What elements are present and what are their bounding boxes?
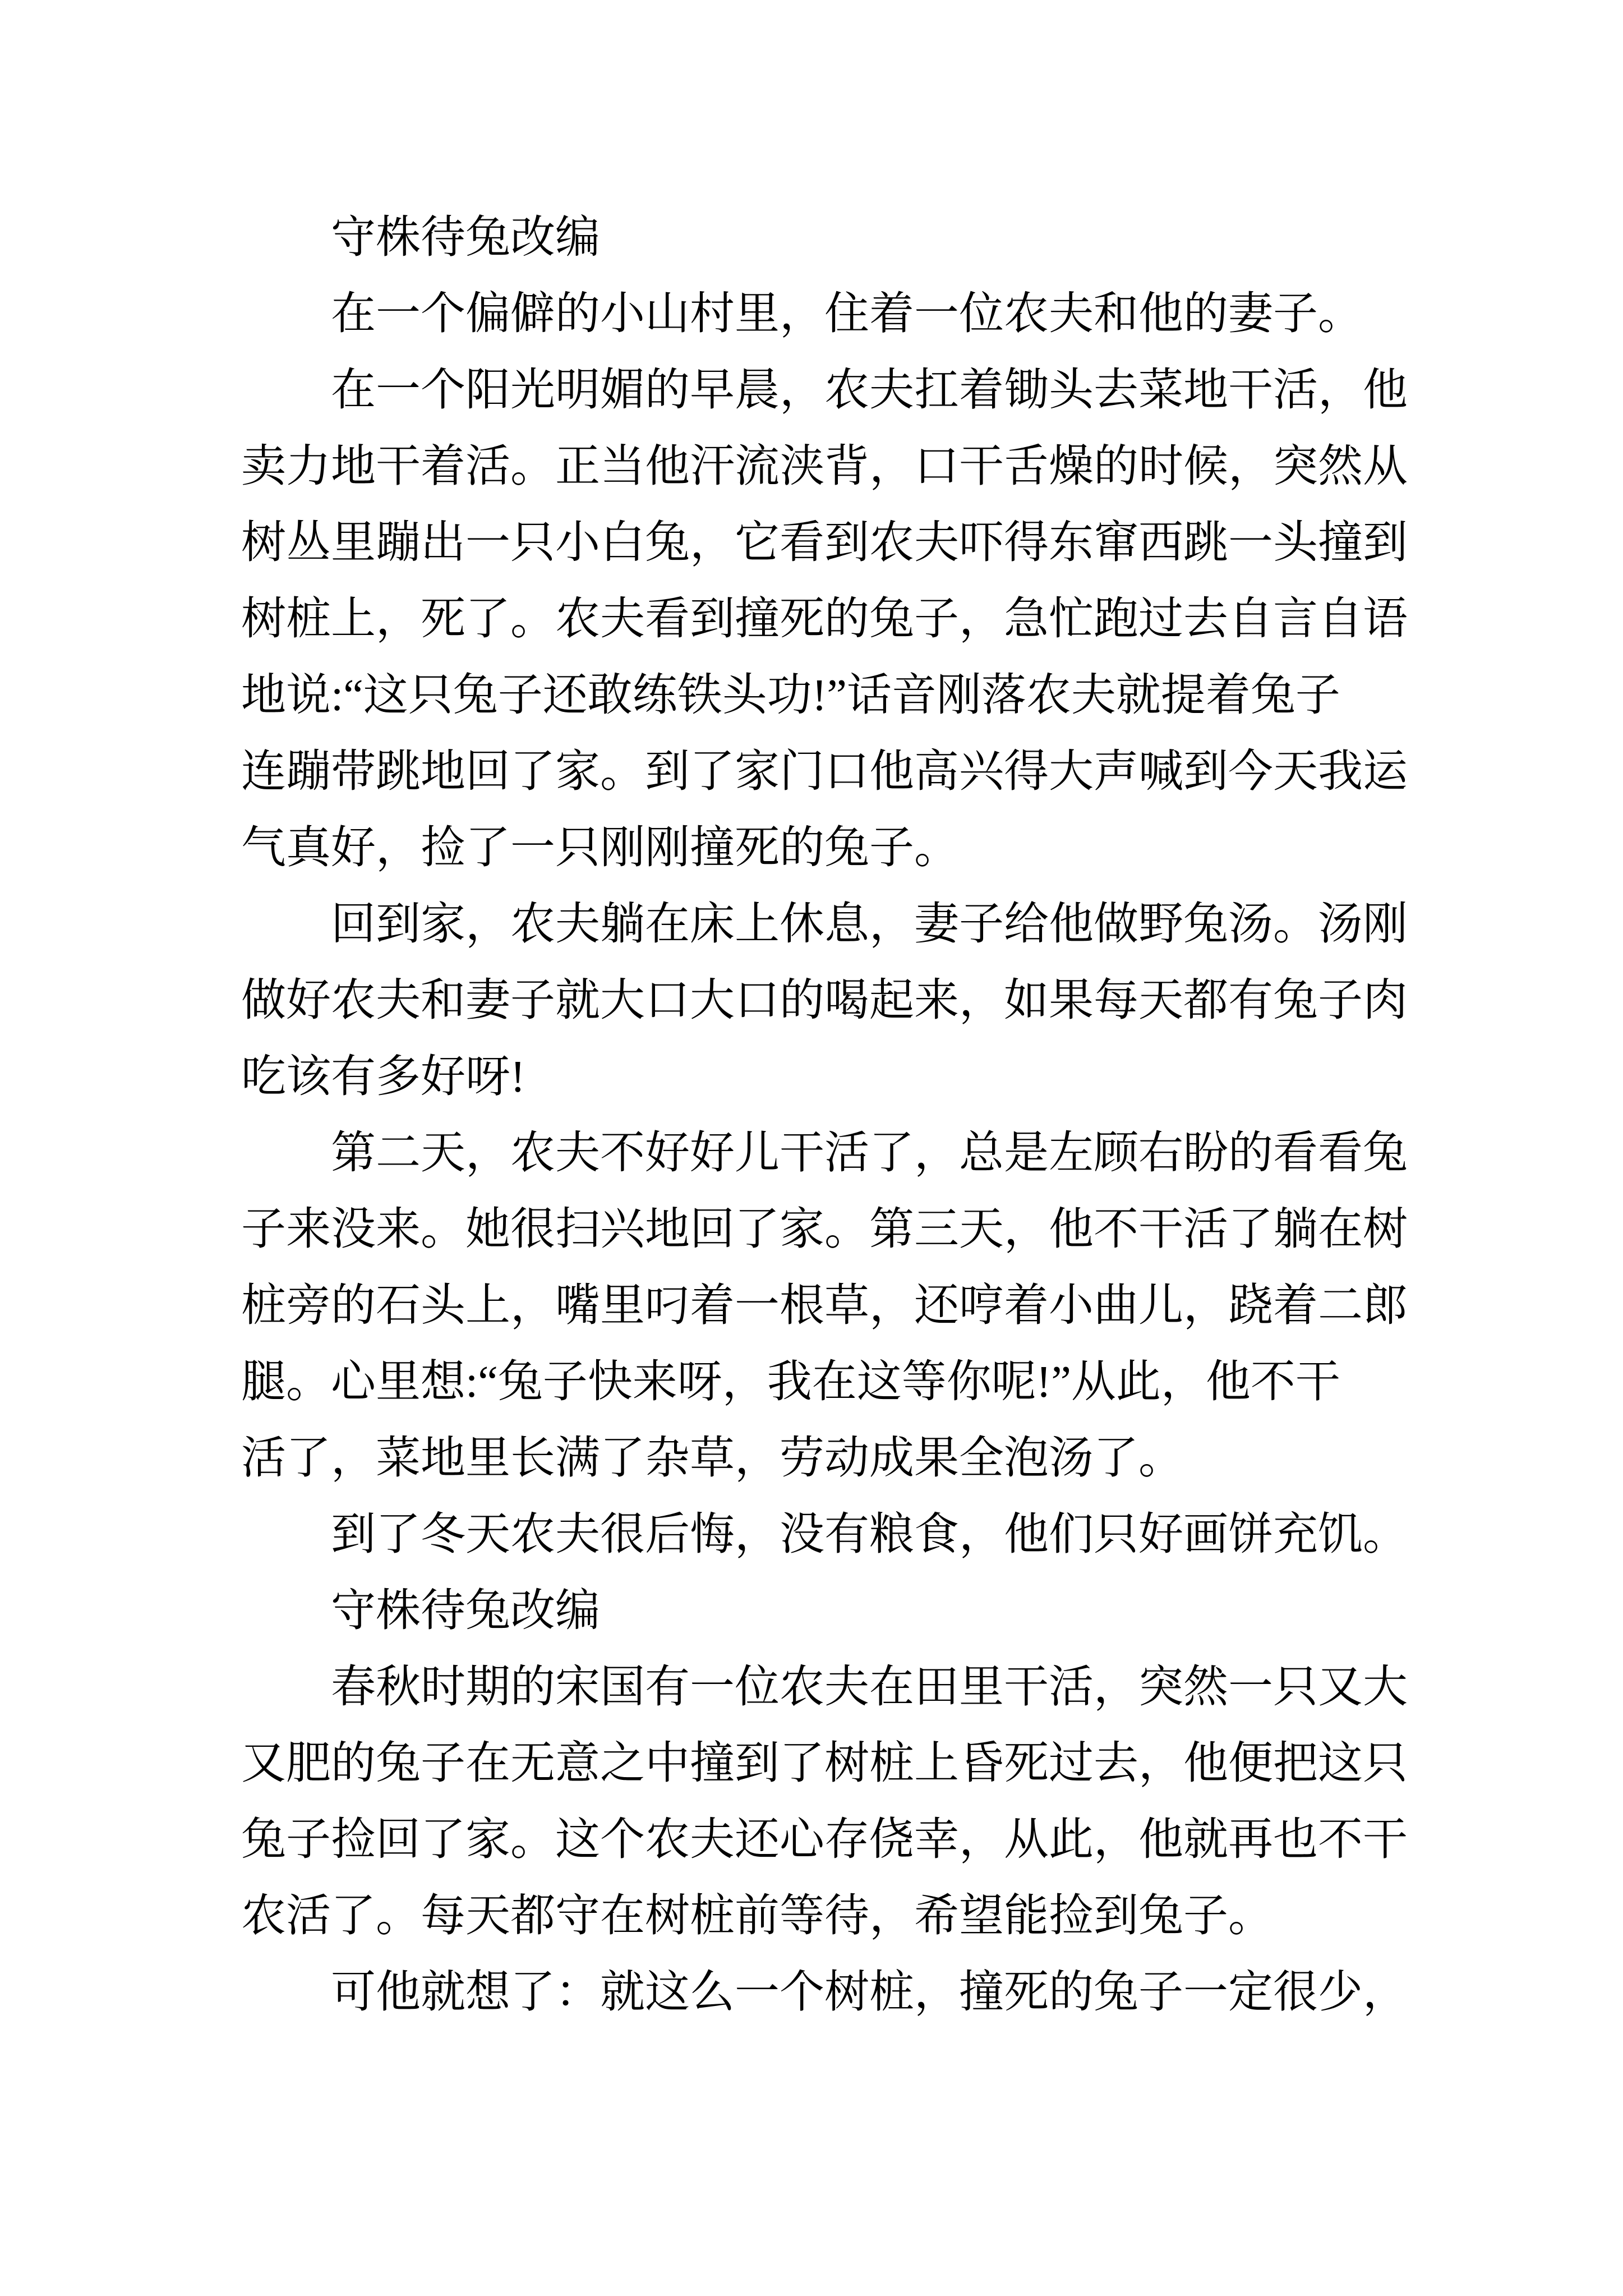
text-line: 卖力地干着活。正当他汗流浃背，口干舌燥的时候，突然从	[241, 442, 1408, 491]
text-line: 吃该有多好呀!	[241, 1052, 525, 1102]
text-line: 可他就想了：就这么一个树桩，撞死的兔子一定很少，	[331, 1968, 1408, 2017]
text-line: 在一个阳光明媚的早晨，农夫扛着锄头去菜地干活，他	[331, 366, 1408, 415]
text-line: 活了，菜地里长满了杂草，劳动成果全泡汤了。	[241, 1434, 1183, 1483]
text-line: 回到家，农夫躺在床上休息，妻子给他做野兔汤。汤刚	[331, 900, 1408, 949]
text-line: 气真好，捡了一只刚刚撞死的兔子。	[241, 823, 959, 873]
text-line: 春秋时期的宋国有一位农夫在田里干活，突然一只又大	[331, 1663, 1408, 1712]
text-line: 桩旁的石头上，嘴里叼着一根草，还哼着小曲儿，跷着二郎	[241, 1281, 1408, 1331]
text-line: 农活了。每天都守在树桩前等待，希望能捡到兔子。	[241, 1892, 1273, 1941]
text-line: 地说:“这只兔子还敢练铁头功!”话音刚落农夫就提着兔子	[241, 671, 1340, 720]
section-title: 守株待兔改编	[331, 213, 600, 263]
text-line: 第二天，农夫不好好儿干活了，总是左顾右盼的看看兔	[331, 1129, 1408, 1178]
text-line: 树桩上，死了。农夫看到撞死的兔子，急忙跑过去自言自语	[241, 595, 1408, 644]
text-line: 树丛里蹦出一只小白兔，它看到农夫吓得东窜西跳一头撞到	[241, 518, 1408, 568]
section-title: 守株待兔改编	[331, 1586, 600, 1636]
text-line: 在一个偏僻的小山村里，住着一位农夫和他的妻子。	[331, 289, 1363, 339]
text-line: 子来没来。她很扫兴地回了家。第三天，他不干活了躺在树	[241, 1205, 1408, 1254]
text-line: 又肥的兔子在无意之中撞到了树桩上昏死过去，他便把这只	[241, 1739, 1408, 1788]
document-content	[241, 200, 1408, 2031]
text-line: 做好农夫和妻子就大口大口的喝起来，如果每天都有兔子肉	[241, 976, 1408, 1025]
text-line: 兔子捡回了家。这个农夫还心存侥幸，从此，他就再也不干	[241, 1815, 1408, 1865]
text-line: 到了冬天农夫很后悔，没有粮食，他们只好画饼充饥。	[331, 1510, 1408, 1559]
text-line: 腿。心里想:“兔子快来呀，我在这等你呢!”从此，他不干	[241, 1358, 1340, 1407]
text-line: 连蹦带跳地回了家。到了家门口他高兴得大声喊到今天我运	[241, 747, 1408, 797]
